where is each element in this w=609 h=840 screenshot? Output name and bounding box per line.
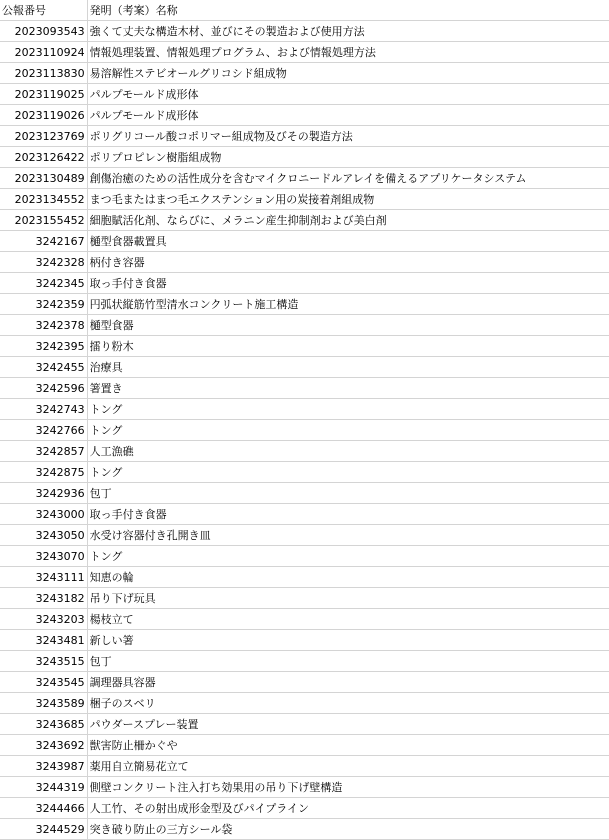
header-number[interactable]: 公報番号 [0,0,87,21]
table-row [0,630,609,651]
cell-title[interactable]: 治療具 [87,357,609,378]
cell-number[interactable]: 3243545 [0,672,87,693]
cell-number[interactable]: 3242378 [0,315,87,336]
table-row [0,210,609,231]
cell-number[interactable]: 3242167 [0,231,87,252]
cell-title[interactable]: 楊枝立て [87,609,609,630]
cell-title[interactable]: 調理器具容器 [87,672,609,693]
cell-title[interactable]: 人工竹、その射出成形金型及びパイプライン [87,798,609,819]
table-row [0,147,609,168]
cell-title[interactable]: 樋型食器載置具 [87,231,609,252]
cell-number[interactable]: 2023123769 [0,126,87,147]
cell-title[interactable]: 包丁 [87,651,609,672]
cell-title[interactable]: 薬用自立簡易花立て [87,756,609,777]
cell-title[interactable]: 強くて丈夫な構造木材、並びにその製造および使用方法 [87,21,609,42]
cell-title[interactable]: 取っ手付き食器 [87,504,609,525]
cell-title[interactable]: 樋型食器 [87,315,609,336]
cell-number[interactable]: 3243987 [0,756,87,777]
cell-number[interactable]: 3243685 [0,714,87,735]
cell-number[interactable]: 3243481 [0,630,87,651]
table-row [0,105,609,126]
cell-number[interactable]: 3242936 [0,483,87,504]
table-row [0,189,609,210]
table-row [0,609,609,630]
table-row [0,714,609,735]
cell-number[interactable]: 3242857 [0,441,87,462]
cell-number[interactable]: 3242875 [0,462,87,483]
cell-title[interactable]: 情報処理装置、情報処理プログラム、および情報処理方法 [87,42,609,63]
cell-number[interactable]: 2023126422 [0,147,87,168]
cell-title[interactable]: 水受け容器付き孔開き皿 [87,525,609,546]
table-row [0,357,609,378]
header-row [0,0,609,21]
cell-title[interactable]: 易溶解性ステビオールグリコシド組成物 [87,63,609,84]
cell-number[interactable]: 2023093543 [0,21,87,42]
table-row [0,399,609,420]
cell-number[interactable]: 3243589 [0,693,87,714]
cell-title[interactable]: トング [87,399,609,420]
cell-number[interactable]: 2023113830 [0,63,87,84]
cell-title[interactable]: ポリグリコール酸コポリマー組成物及びその製造方法 [87,126,609,147]
cell-title[interactable]: トング [87,462,609,483]
table-row [0,462,609,483]
cell-number[interactable]: 3243203 [0,609,87,630]
cell-number[interactable]: 3242359 [0,294,87,315]
cell-title[interactable]: 知恵の輪 [87,567,609,588]
table-body [0,21,609,840]
table-row [0,336,609,357]
cell-title[interactable]: まつ毛またはまつ毛エクステンション用の炭接着剤組成物 [87,189,609,210]
cell-title[interactable]: 創傷治癒のための活性成分を含むマイクロニードルアレイを備えるアプリケータシステム [87,168,609,189]
table-row [0,84,609,105]
cell-number[interactable]: 2023134552 [0,189,87,210]
cell-number[interactable]: 3242345 [0,273,87,294]
cell-title[interactable]: 擂り粉木 [87,336,609,357]
cell-title[interactable]: 箸置き [87,378,609,399]
cell-number[interactable]: 3242328 [0,252,87,273]
cell-title[interactable]: 円弧状縦筋竹型清水コンクリート施工構造 [87,294,609,315]
cell-title[interactable]: 人工漁礁 [87,441,609,462]
table-row [0,588,609,609]
cell-title[interactable]: 新しい箸 [87,630,609,651]
table-row [0,315,609,336]
table-row [0,420,609,441]
table-row [0,756,609,777]
cell-number[interactable]: 2023155452 [0,210,87,231]
table-row [0,126,609,147]
cell-number[interactable]: 3242596 [0,378,87,399]
table-row [0,819,609,840]
table-row [0,693,609,714]
cell-title[interactable]: 細胞賦活化剤、ならびに、メラニン産生抑制剤および美白剤 [87,210,609,231]
table-row [0,672,609,693]
cell-title[interactable]: 包丁 [87,483,609,504]
table-row [0,777,609,798]
cell-number[interactable]: 3243692 [0,735,87,756]
table-row [0,651,609,672]
cell-number[interactable]: 3243515 [0,651,87,672]
cell-number[interactable]: 3244466 [0,798,87,819]
cell-number[interactable]: 3242455 [0,357,87,378]
cell-number[interactable]: 3243050 [0,525,87,546]
cell-title[interactable]: 梱子のスベリ [87,693,609,714]
cell-title[interactable]: パウダースプレー装置 [87,714,609,735]
cell-title[interactable]: パルプモールド成形体 [87,84,609,105]
table-row [0,294,609,315]
table-row [0,42,609,63]
cell-title[interactable]: 柄付き容器 [87,252,609,273]
table-row [0,504,609,525]
cell-number[interactable]: 3242743 [0,399,87,420]
table-row [0,21,609,42]
cell-number[interactable]: 3244529 [0,819,87,840]
cell-title[interactable]: トング [87,420,609,441]
table-row [0,231,609,252]
table-row [0,546,609,567]
cell-number[interactable]: 3243070 [0,546,87,567]
cell-number[interactable]: 3243111 [0,567,87,588]
header-title[interactable]: 発明（考案）名称 [87,0,609,21]
cell-title[interactable]: 獣害防止柵かぐや [87,735,609,756]
table-row [0,273,609,294]
cell-number[interactable]: 3243182 [0,588,87,609]
cell-title[interactable]: 突き破り防止の三方シール袋 [87,819,609,840]
table-row [0,378,609,399]
table-row [0,252,609,273]
table-row [0,798,609,819]
cell-title[interactable]: トング [87,546,609,567]
cell-number[interactable]: 3244319 [0,777,87,798]
table-row [0,63,609,84]
table-row [0,168,609,189]
cell-number[interactable]: 2023130489 [0,168,87,189]
table-row [0,483,609,504]
cell-title[interactable]: 吊り下げ玩具 [87,588,609,609]
cell-number[interactable]: 3242766 [0,420,87,441]
table-row [0,735,609,756]
table-row [0,567,609,588]
cell-number[interactable]: 2023110924 [0,42,87,63]
cell-number[interactable]: 3243000 [0,504,87,525]
cell-number[interactable]: 3242395 [0,336,87,357]
cell-title[interactable]: 側壁コンクリート注入打ち効果用の吊り下げ壁構造 [87,777,609,798]
table-row [0,525,609,546]
cell-title[interactable]: 取っ手付き食器 [87,273,609,294]
table-row [0,441,609,462]
cell-number[interactable]: 2023119026 [0,105,87,126]
cell-number[interactable]: 2023119025 [0,84,87,105]
cell-title[interactable]: ポリプロピレン樹脂組成物 [87,147,609,168]
cell-title[interactable]: パルプモールド成形体 [87,105,609,126]
